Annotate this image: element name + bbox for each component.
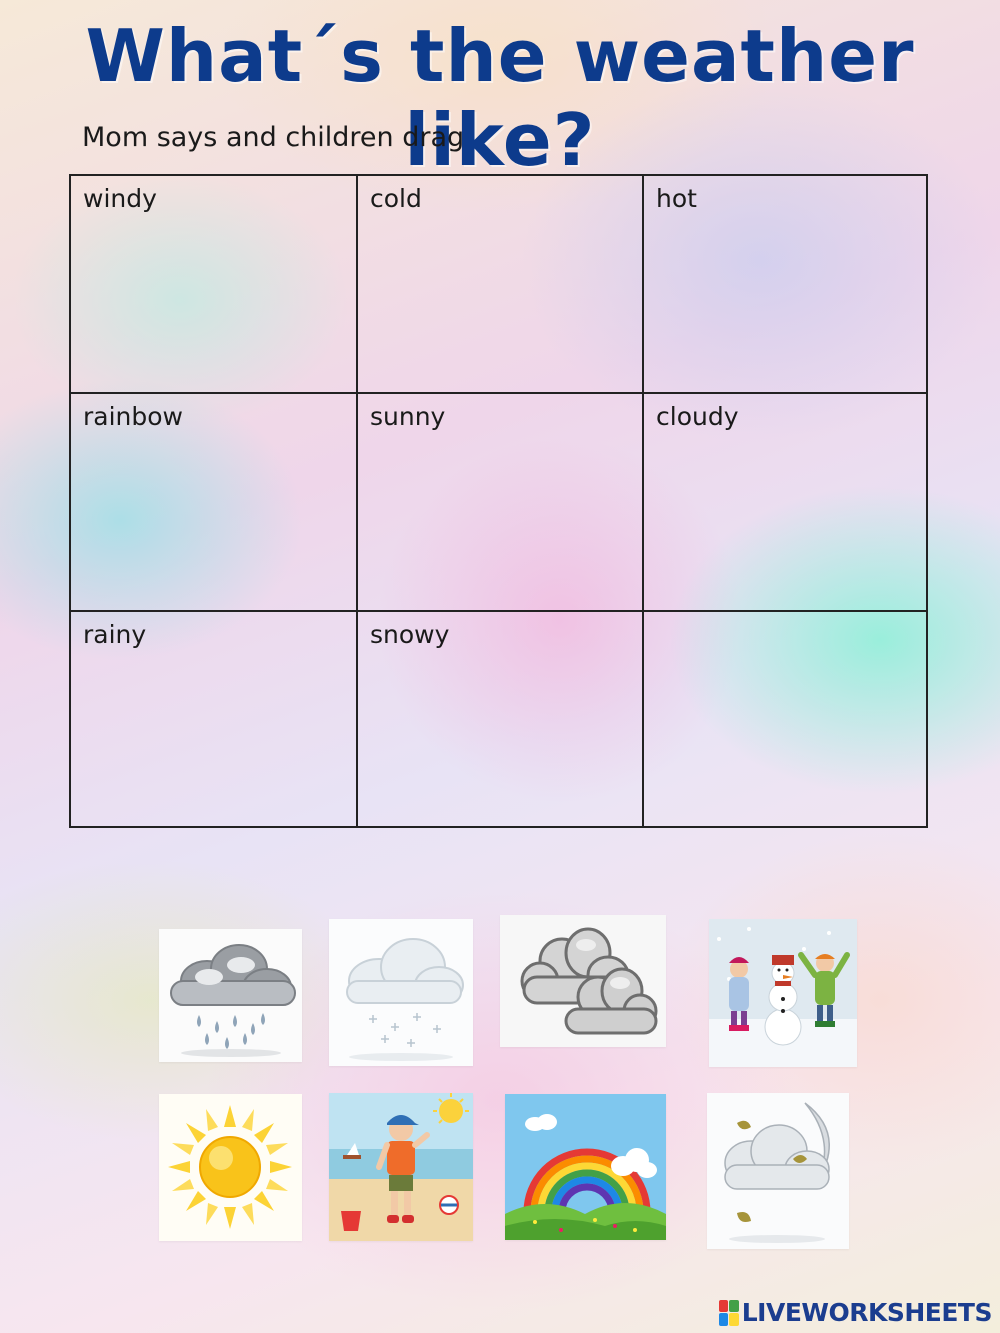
cell-label: cold <box>370 184 422 213</box>
cell-label: rainy <box>83 620 147 649</box>
wind-cloud-icon <box>707 1093 849 1249</box>
draggable-card-snow[interactable] <box>329 919 473 1066</box>
drop-cell-empty[interactable] <box>644 612 926 826</box>
draggable-card-rain[interactable] <box>159 929 302 1062</box>
brand-text: LIVEWORKSHEETS <box>741 1298 992 1327</box>
drop-cell-cloudy[interactable] <box>644 394 926 612</box>
drop-cell-rainy[interactable] <box>71 612 358 826</box>
cell-label: sunny <box>370 402 446 431</box>
cell-label: rainbow <box>83 402 183 431</box>
drop-cell-snowy[interactable] <box>358 612 644 826</box>
clouds-icon <box>500 915 666 1047</box>
draggable-card-hot[interactable] <box>329 1093 473 1241</box>
liveworksheets-logo-icon <box>719 1300 739 1326</box>
boy-beach-icon <box>329 1093 473 1241</box>
drop-cell-sunny[interactable] <box>358 394 644 612</box>
snow-cloud-icon <box>329 919 473 1066</box>
sun-icon <box>159 1094 302 1241</box>
draggable-card-windy[interactable] <box>707 1093 849 1249</box>
cell-label: hot <box>656 184 697 213</box>
draggable-card-cloudy[interactable] <box>500 915 666 1047</box>
drop-grid <box>69 174 928 828</box>
cell-label: windy <box>83 184 157 213</box>
children-snowman-icon <box>709 919 857 1067</box>
draggable-card-rainbow[interactable] <box>505 1094 666 1240</box>
cell-label: snowy <box>370 620 450 649</box>
drop-cell-hot[interactable] <box>644 176 926 394</box>
rainbow-icon <box>505 1094 666 1240</box>
drop-cell-rainbow[interactable] <box>71 394 358 612</box>
cell-label: cloudy <box>656 402 739 431</box>
drop-cell-windy[interactable] <box>71 176 358 394</box>
rain-cloud-icon <box>159 929 302 1062</box>
draggable-card-sunny[interactable] <box>159 1094 302 1241</box>
page-title: What´s the weather like? <box>85 14 915 182</box>
drop-cell-cold[interactable] <box>358 176 644 394</box>
footer-brand <box>719 1298 992 1327</box>
instruction-text: Mom says and children drag <box>82 122 465 153</box>
draggable-card-cold[interactable] <box>709 919 857 1067</box>
